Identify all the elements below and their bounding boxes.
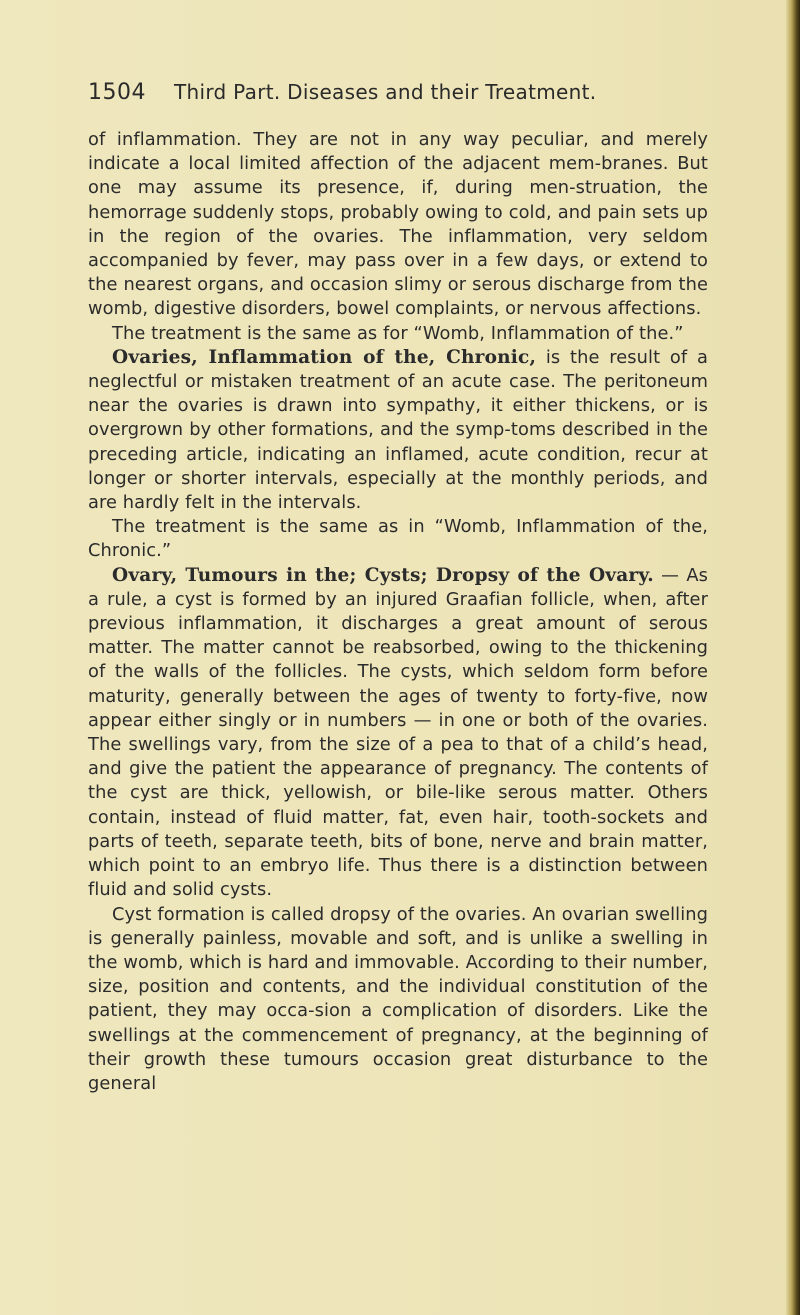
paragraph-treatment-chronic: The treatment is the same as in “Womb, Inflammation of the, Chronic.” bbox=[88, 516, 708, 562]
paragraph-continuation: of inflammation. They are not in any way peculiar, and merely indicate a local limited affection of the adjacent mem-branes. But one may assume its presence, if, during men-struation, the hemorrage suddenly stops, probably owing to cold, and pain sets up in the region of the ovaries. The inflammation, very seldom accompanied by fever, may pass over in a few days, or extend to the nearest organs, and occasion slimy or serous discharge from the womb, digestive disorders, bowel complaints, or nervous affections. bbox=[88, 129, 708, 320]
paragraph-treatment-acute: The treatment is the same as for “Womb, Inflammation of the.” bbox=[112, 322, 684, 344]
entry-text: — As a rule, a cyst is formed by an injured Graafian follicle, when, after previous inflammation, it discharges a great amount of serous matter. The matter cannot be reabsorbed, owing to the thickening of the walls of the follicles. The cysts, which seldom form before maturity, generally between the ages of twenty to forty-five, now appear either singly or in numbers — in one or both of the ovaries. The swellings vary, from the size of a pea to that of a child’s head, and give the patient the appearance of pregnancy. The contents of the cyst are thick, yellowish, or bile-like serous matter. Others contain, instead of fluid matter, fat, even hair, tooth-sockets and parts of teeth, separate teeth, bits of bone, nerve and brain matter, which point to an embryo life. Thus there is a distinction between fluid and solid cysts. bbox=[88, 564, 708, 901]
page-edge bbox=[786, 0, 800, 1315]
page-header bbox=[88, 80, 708, 105]
entry-heading: Ovary, Tumours in the; Cysts; Dropsy of the Ovary. bbox=[112, 564, 654, 586]
body-text bbox=[88, 128, 708, 1096]
running-title: Third Part. Diseases and their Treatment. bbox=[174, 80, 597, 104]
entry-ovaries-chronic bbox=[88, 346, 708, 515]
entry-text: is the result of a neglectful or mistaken treatment of an acute case. The peritoneum near the ovaries is drawn into sympathy, it either thickens, or is overgrown by other formations, and the symp-toms described in the preceding article, indicating an inflamed, acute condition, recur at longer or shorter intervals, especially at the monthly periods, and are hardly felt in the intervals. bbox=[88, 346, 708, 514]
paragraph-cyst-formation: Cyst formation is called dropsy of the ovaries. An ovarian swelling is generally painless, movable and soft, and is unlike a swelling in the womb, which is hard and immovable. According to their number, size, position and contents, and the individual constitution of the patient, they may occa-sion a complication of disorders. Like the swellings at the commencement of pregnancy, at the beginning of their growth these tumours occasion great disturbance to the general bbox=[88, 903, 708, 1094]
page-number: 1504 bbox=[88, 80, 146, 105]
entry-heading: Ovaries, Inflammation of the, Chronic, bbox=[112, 346, 537, 368]
entry-ovary-tumours bbox=[88, 564, 708, 903]
